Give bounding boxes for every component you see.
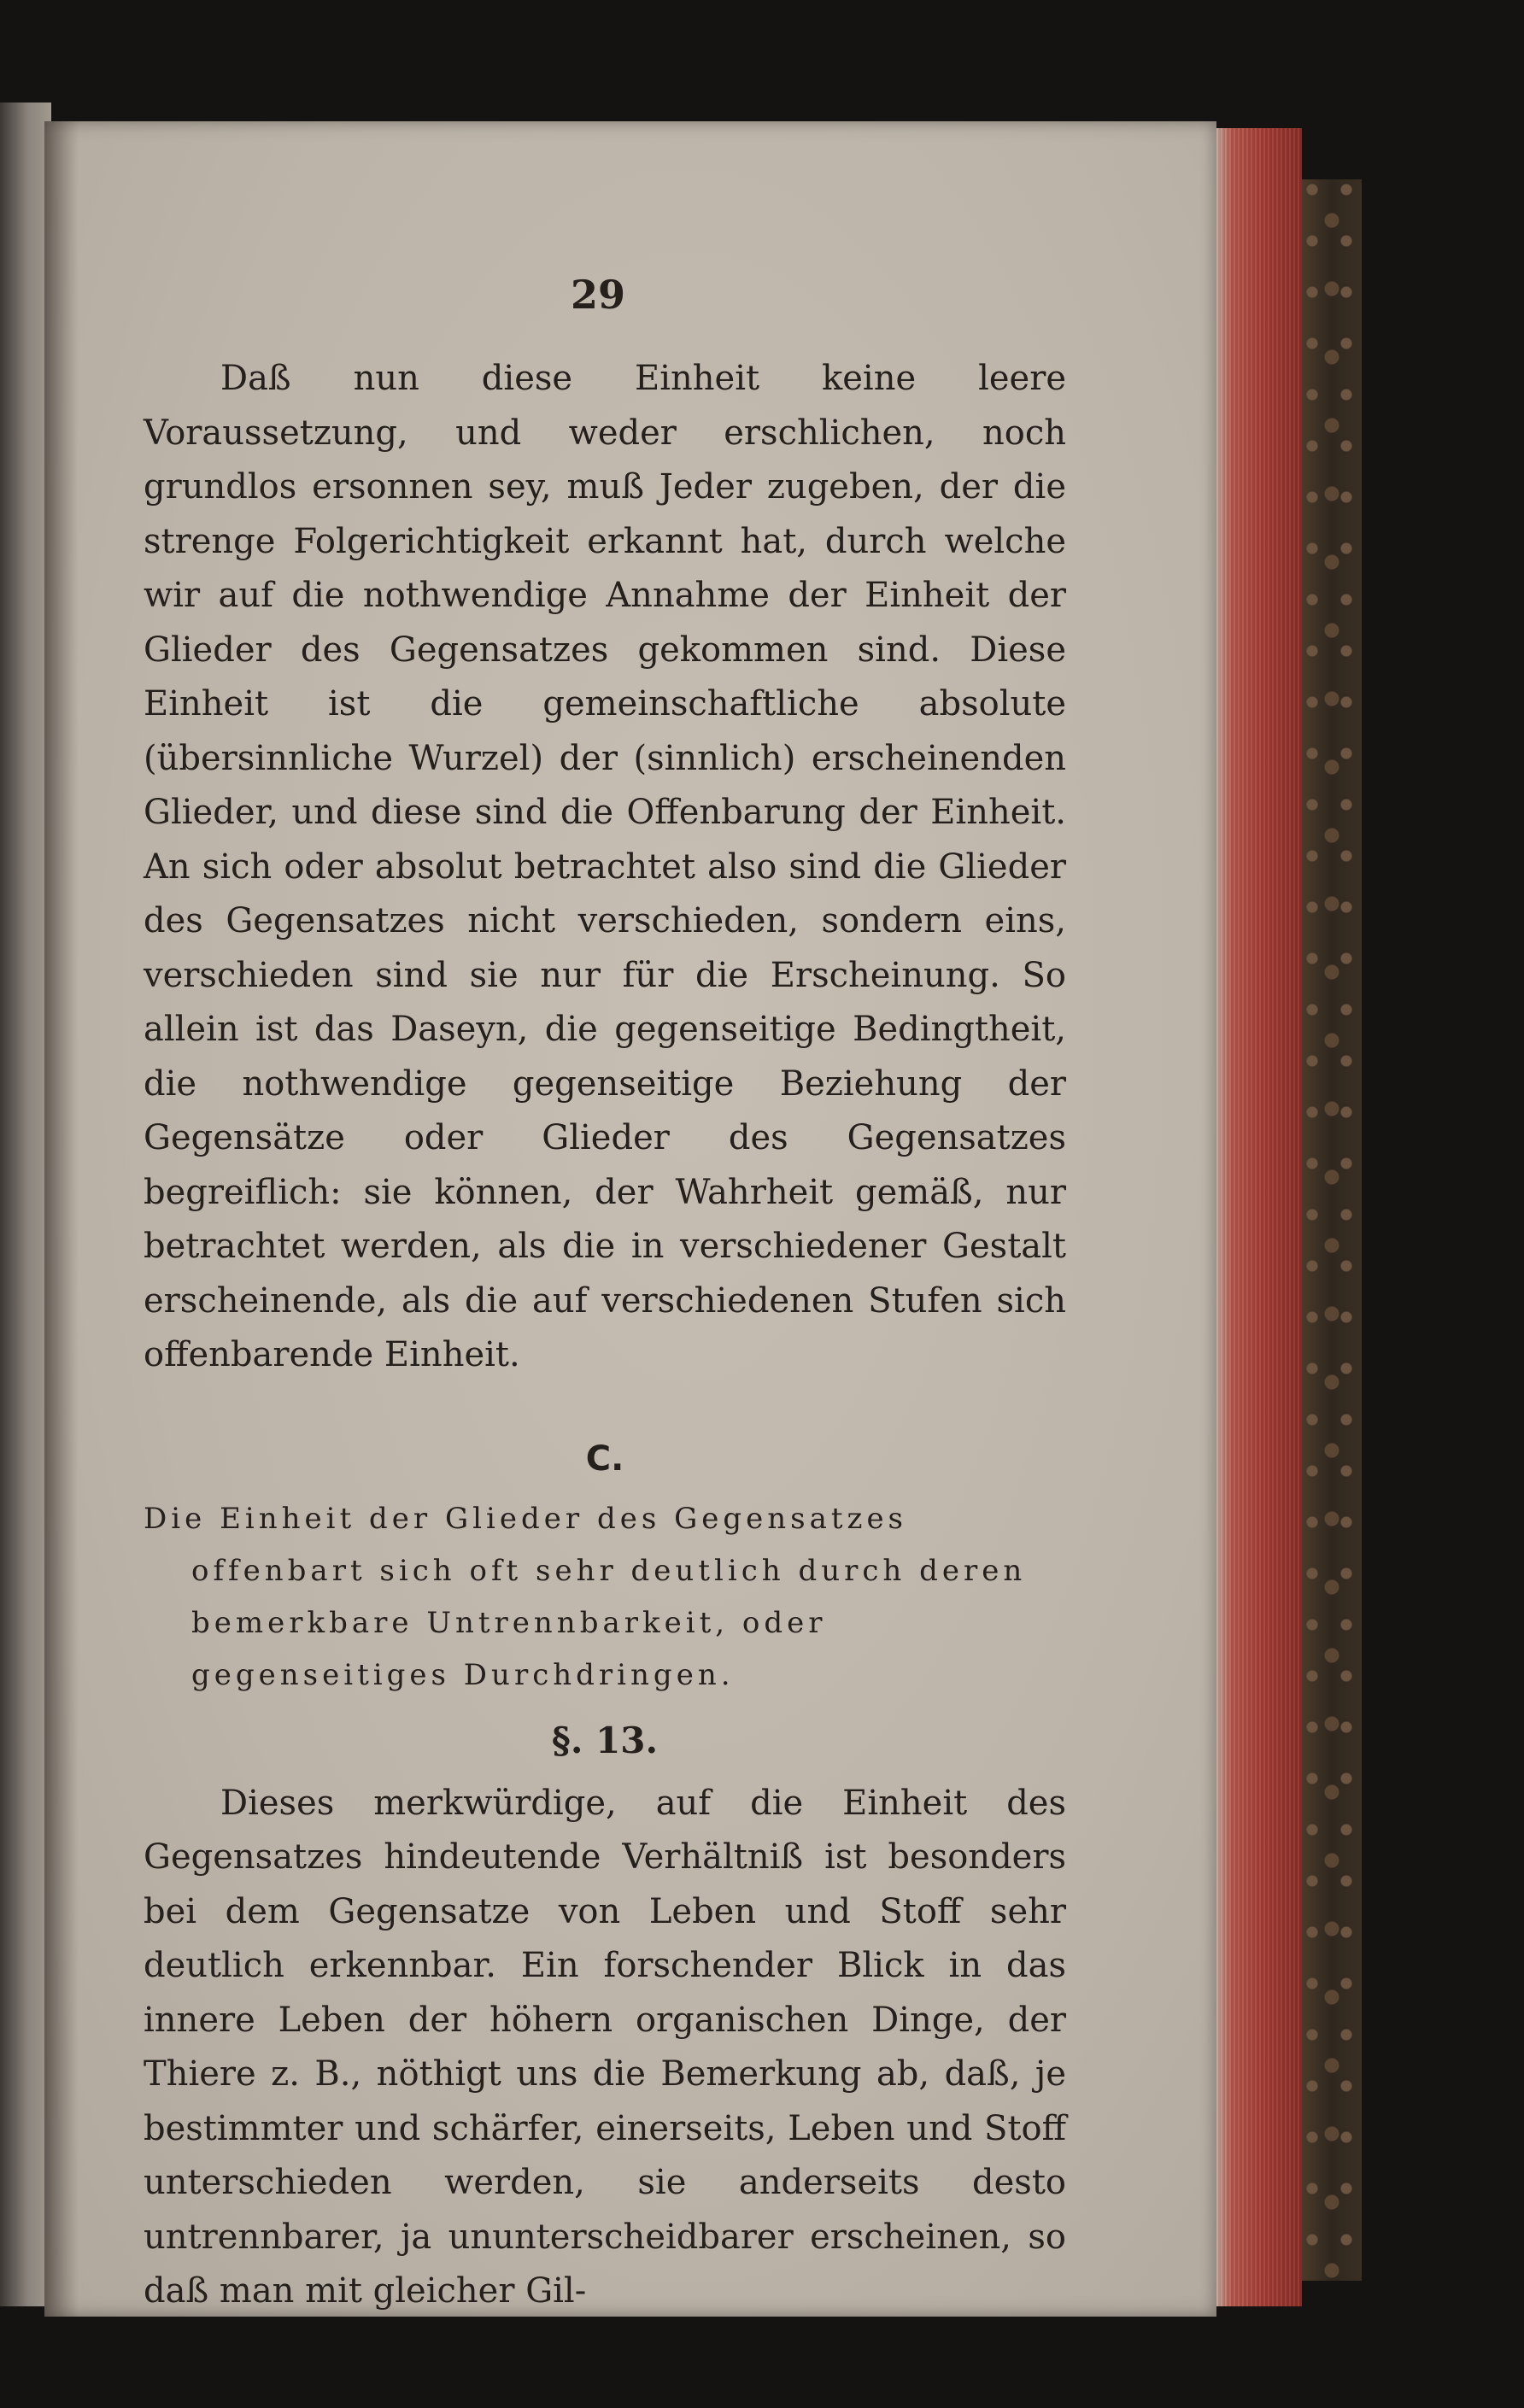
section-number: §. 13. — [551, 1720, 659, 1761]
page-gutter-shadow — [44, 121, 79, 2317]
subsection-letter: C. — [585, 1438, 624, 1479]
left-page-edge — [0, 103, 51, 2306]
paragraph-1: Daß nun diese Einheit keine leere Voraussetzung, und weder erschlichen, noch grundlos ersonnen sey, muß Jeder zugeben, der die strenge Folgerichtigkeit erkannt hat, durch welche wir auf die nothwendige Annahme der Einheit der Glieder des Gegensatzes gekommen sind. Diese Einheit ist die gemeinschaftliche absolute (übersinnliche Wurzel) der (sinnlich) erscheinenden Glieder, und diese sind die Offenbarung der Einheit. An sich oder absolut betrachtet also sind die Glieder des Gegensatzes nicht verschieden, sondern eins, verschieden sind sie nur für die Erscheinung. So allein ist das Daseyn, die gegenseitige Bedingtheit, die nothwendige gegenseitige Beziehung der Gegensätze oder Glieder des Gegensatzes begreiflich: sie können, der Wahrheit gemäß, nur betrachtet werden, als die in verschiedener Gestalt erscheinende, als die auf verschiedenen Stufen sich offenbarende Einheit. — [144, 359, 1066, 1374]
paragraph-2: Dieses merkwürdige, auf die Einheit des Gegensatzes hindeutende Verhältniß ist besonders bei dem Gegensatze von Leben und Stoff sehr deutlich erkennbar. Ein forschender Blick in das innere Leben der höhern organischen Dinge, der Thiere z. B., nöthigt uns die Bemerkung ab, daß, je bestimmter und schärfer, einerseits, Leben und Stoff unterschieden werden, sie anderseits desto untrennbarer, ja ununterscheidbarer erscheinen, so daß man mit gleicher Gil- — [144, 1783, 1066, 2311]
page-edge-texture — [1216, 128, 1302, 2306]
book-cover — [1302, 179, 1362, 2281]
page-number: 29 — [570, 272, 625, 318]
page-text — [144, 256, 1066, 2319]
subsection-heading: Die Einheit der Glieder des Gegensatzes offenbart sich oft sehr deutlich durch deren bemerkbare Untrennbarkeit, oder gegenseitiges Durchdringen. — [144, 1502, 1027, 1692]
